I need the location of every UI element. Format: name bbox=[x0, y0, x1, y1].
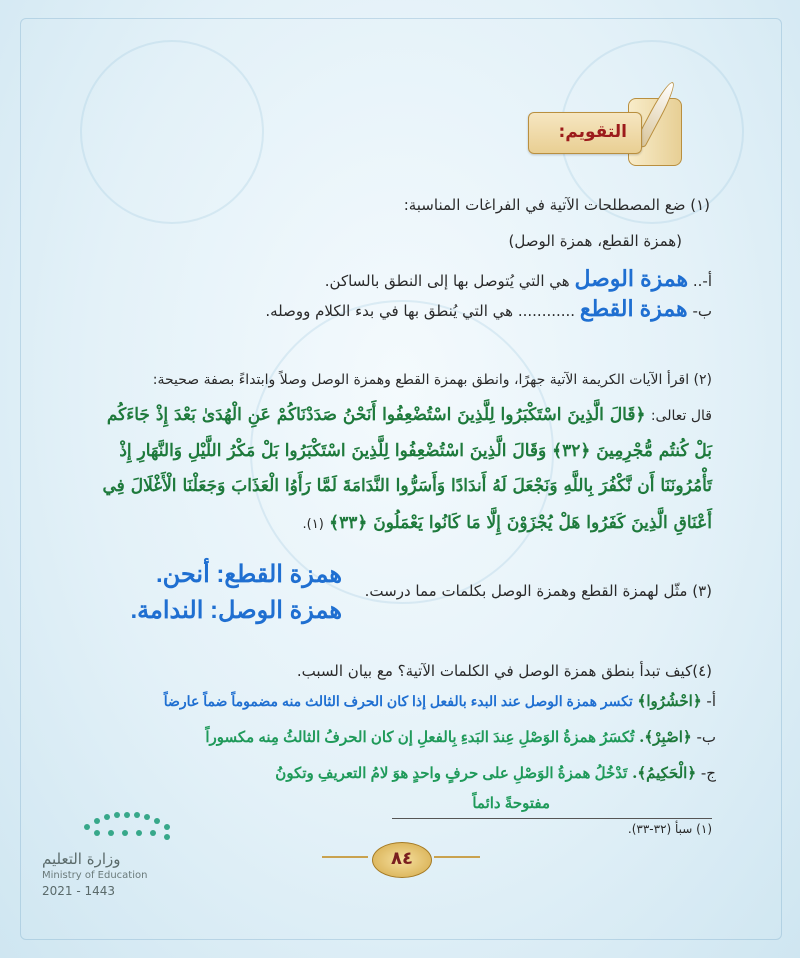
background-ornament bbox=[80, 40, 264, 224]
q2-verse-line-4 bbox=[302, 512, 712, 533]
q4-c-answer-continued: مفتوحةً دائماً bbox=[472, 795, 550, 812]
ministry-name-english: Ministry of Education bbox=[42, 870, 148, 881]
q4-item-a bbox=[164, 692, 716, 710]
q2-verse-line-2: بَلْ كُنتُم مُّجْرِمِينَ ﴿٣٢﴾ وَقَالَ الَّذِينَ اسْتُضْعِفُوا لِلَّذِينَ اسْتَكْبَرُوا بَلْ مَكْرُ اللَّيْلِ وَالنَّهَارِ إِذْ bbox=[119, 441, 712, 461]
q1-a-rest: هي التي يُتوصل بها إلى النطق بالساكن. bbox=[324, 272, 570, 290]
footnote-ref: (١). bbox=[302, 517, 324, 532]
footnote-rule bbox=[392, 818, 712, 819]
section-title: التقويم: bbox=[558, 122, 627, 142]
section-title-badge bbox=[528, 112, 642, 154]
q1-a-prefix: أ-.. bbox=[692, 272, 712, 290]
q4-b-word: ﴿اصْبِرْ﴾. bbox=[639, 728, 692, 746]
q4-a-label: أ- bbox=[706, 692, 716, 710]
page-number-badge bbox=[372, 842, 432, 878]
ministry-years: 2021 - 1443 bbox=[42, 884, 116, 898]
q4-item-b bbox=[205, 728, 716, 746]
q4-item-c bbox=[275, 764, 716, 782]
flourish-right bbox=[434, 856, 480, 858]
q1-item-a bbox=[325, 266, 712, 292]
flourish-left bbox=[322, 856, 368, 858]
q2-verse-line-1 bbox=[107, 404, 712, 425]
q4-b-answer: تُكسَرُ همزةُ الوَصْلِ عِندَ البَدءِ بِالفعلِ إن كان الحرفُ الثالثُ مِنه مكسوراً bbox=[205, 729, 635, 746]
q4-c-word: ﴿الْحَكِيمُ﴾. bbox=[632, 764, 697, 782]
q2-prompt: (٢) اقرأ الآيات الكريمة الآتية جهرًا، وانطق بهمزة القطع وهمزة الوصل وصلاً وابتداءً بصفة صحيحة: bbox=[152, 372, 712, 388]
q3-prompt: (٣) مثّل لهمزة القطع وهمزة الوصل بكلمات مما درست. bbox=[364, 582, 712, 600]
q1-b-answer: همزة القطع bbox=[579, 296, 688, 321]
q1-prompt: (١) ضع المصطلحات الآتية في الفراغات المناسبة: bbox=[403, 196, 710, 214]
q1-options: (همزة القطع، همزة الوصل) bbox=[508, 232, 682, 250]
q2-intro: قال تعالى: bbox=[650, 408, 712, 424]
q1-item-b bbox=[265, 296, 712, 322]
ministry-name-arabic: وزارة التعليم bbox=[42, 850, 121, 868]
q4-b-label: ب- bbox=[696, 728, 716, 746]
verse-text: ﴿قَالَ الَّذِينَ اسْتَكْبَرُوا لِلَّذِينَ اسْتُضْعِفُوا أَنَحْنُ صَدَدْنَاكُمْ عَنِ الْهُدَىٰ بَعْدَ إِذْ جَاءَكُم bbox=[106, 405, 646, 425]
q3-answer-2: همزة الوصل: الندامة. bbox=[130, 597, 342, 624]
q4-c-answer: تَدْخُلُ همزةُ الوَصْلِ على حرفٍ واحدٍ هوَ لامُ التعريفِ وتكونُ bbox=[275, 765, 628, 782]
verse-text: أَعْنَاقِ الَّذِينَ كَفَرُوا هَلْ يُجْزَوْنَ إِلَّا مَا كَانُوا يَعْمَلُونَ ﴿٣٣﴾ bbox=[329, 513, 712, 533]
q4-c-label: ج- bbox=[700, 764, 716, 782]
q1-b-dots: ............ bbox=[517, 302, 576, 320]
q4-prompt: (٤)كيف تبدأ بنطق همزة الوصل في الكلمات الآتية؟ مع بيان السبب. bbox=[296, 662, 712, 680]
q4-a-word: ﴿احْشُرُوا﴾ bbox=[637, 692, 702, 710]
q1-a-answer: همزة الوصل bbox=[574, 266, 689, 291]
q3-answer-1: همزة القطع: أنحن. bbox=[155, 561, 342, 588]
q4-a-answer: تكسر همزة الوصل عند البدء بالفعل إذا كان الحرف الثالث منه مضموماً ضماً عارضاً bbox=[163, 693, 633, 709]
page-number: ٨٤ bbox=[391, 848, 413, 869]
ministry-logo-icon bbox=[84, 812, 180, 842]
q1-b-prefix: ب- bbox=[692, 302, 712, 320]
q1-b-rest: هي التي يُنطق بها في بدء الكلام ووصله. bbox=[265, 302, 514, 320]
footnote: (١) سبأ (٣٢-٣٣). bbox=[627, 822, 712, 836]
q2-verse-line-3: تَأْمُرُونَنَا أَن نَّكْفُرَ بِاللَّهِ وَنَجْعَلَ لَهُ أَندَادًا وَأَسَرُّوا النَّدَامَةَ لَمَّا رَأَوُا الْعَذَابَ وَجَعَلْنَا الْأَغْلَالَ فِي bbox=[102, 476, 712, 496]
